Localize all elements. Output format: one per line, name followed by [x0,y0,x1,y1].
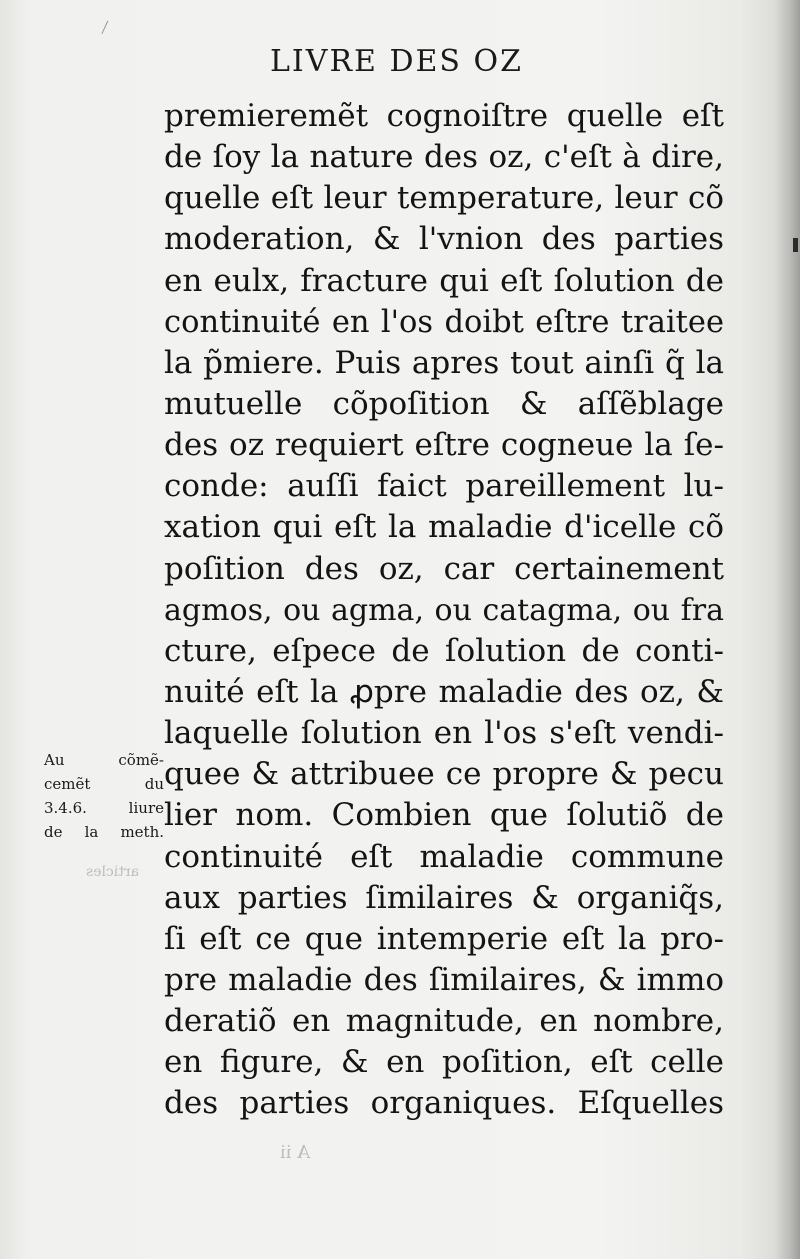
text-line: cture, eſpece de ſolution de conti- [164,632,724,669]
text-line: aux parties ſimilaires & organiq̃s, [164,879,724,916]
text-line: conde: auſſi faict pareillement lu- [164,468,724,505]
page-edge-mark [793,238,798,252]
text-line: mutuelle cõpoſition & aſſẽblage [164,385,724,422]
text-line: quee & attribuee ce propre & pecu [164,756,724,793]
body-text [164,96,724,1125]
text-line: en eulx, fracture qui eſt ſolution de [164,262,724,299]
text-line: premieremẽt cognoiſtre quelle eſt [164,98,724,134]
text-line: ſi eſt ce que intemperie eſt la pro- [164,920,724,957]
text-line: quelle eſt leur temperature, leur cõ [164,180,724,217]
text-line: nuité eſt la ꝓpre maladie des oz, & [164,673,724,710]
ink-mark [101,21,115,37]
text-line: continuité eſt maladie commune [164,838,724,875]
text-line: lier nom. Combien que ſolutiõ de [164,797,724,834]
margin-note-line: de la meth. [44,823,164,841]
text-line: pre maladie des ſimilaires, & immo [164,961,724,998]
page-gutter-shadow [774,0,800,1259]
text-line: laquelle ſolution en l'os s'eſt vendi- [164,715,724,752]
running-head: LIVRE DES OZ [270,44,523,79]
text-line: moderation, & l'vnion des parties [164,221,724,258]
text-line: poſition des oz, car certainement [164,550,724,587]
show-through-text: articles [86,864,139,880]
margin-note-line: Au cõmẽ- [44,751,164,769]
text-line: agmos, ou agma, ou catagma, ou fra [164,592,724,628]
text-line: en figure, & en poſition, eſt celle [164,1044,724,1081]
text-line: xation qui eſt la maladie d'icelle cõ [164,509,724,546]
text-line: des oz requiert eſtre cogneue la ſe- [164,427,724,464]
text-line: de ſoy la nature des oz, c'eſt à dire, [164,139,724,176]
margin-note [44,748,164,844]
show-through-signature: A ii [280,1142,311,1163]
text-line: continuité en l'os doibt eſtre traitee [164,304,724,340]
text-line: des parties organiques. Eſquelles [164,1085,724,1122]
margin-note-line: 3.4.6. liure [44,799,164,817]
text-line: la p̃miere. Puis apres tout ainſi q̃ la [164,344,724,381]
text-line: deratiõ en magnitude, en nombre, [164,1003,724,1040]
margin-note-line: cemẽt du [44,775,164,793]
